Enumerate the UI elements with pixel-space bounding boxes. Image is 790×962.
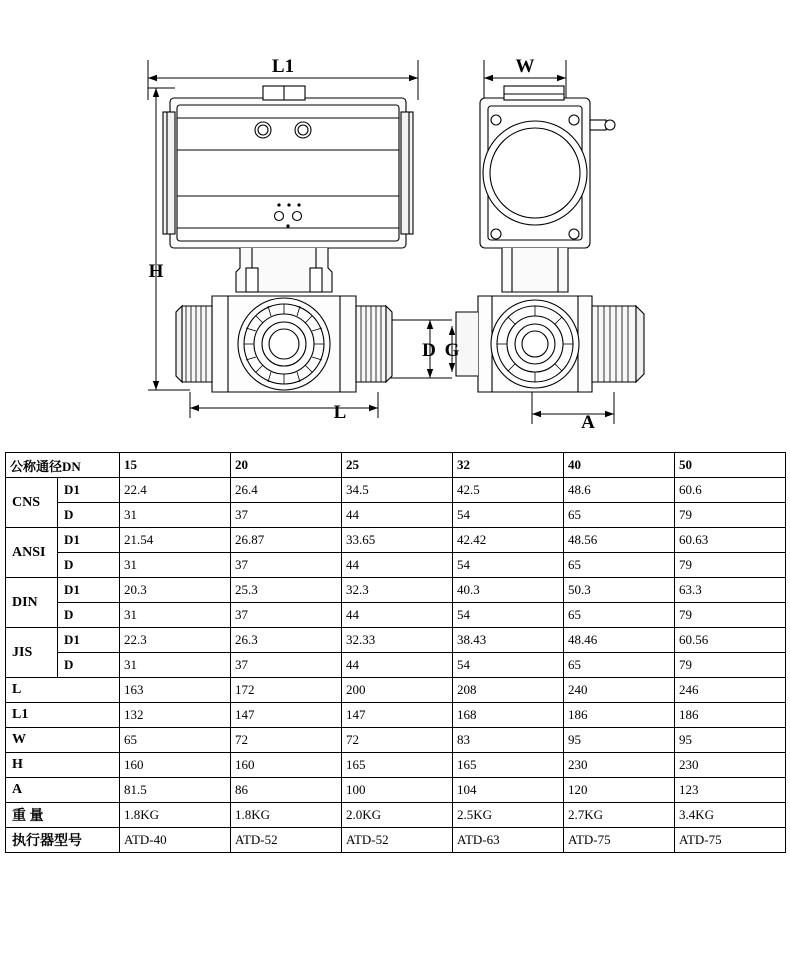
table-row bbox=[6, 553, 786, 578]
table-row bbox=[6, 603, 786, 628]
table-row bbox=[6, 753, 786, 778]
jis-d1-32: 38.43 bbox=[453, 628, 564, 653]
measure-l-label: L bbox=[6, 678, 120, 703]
actuator-model-50: ATD-75 bbox=[675, 828, 786, 853]
measure-a-50: 123 bbox=[675, 778, 786, 803]
actuator-model-label: 执行器型号 bbox=[6, 828, 120, 853]
table-row bbox=[6, 778, 786, 803]
measure-h-40: 230 bbox=[564, 753, 675, 778]
measure-h-25: 165 bbox=[342, 753, 453, 778]
din-d-50: 79 bbox=[675, 603, 786, 628]
measure-l-25: 200 bbox=[342, 678, 453, 703]
table-row bbox=[6, 803, 786, 828]
jis-d-15: 31 bbox=[120, 653, 231, 678]
ansi-d1-20: 26.87 bbox=[231, 528, 342, 553]
label-a: A bbox=[581, 412, 595, 433]
jis-d-20: 37 bbox=[231, 653, 342, 678]
measure-w-40: 95 bbox=[564, 728, 675, 753]
cns-d1-25: 34.5 bbox=[342, 478, 453, 503]
ansi-d1-50: 60.63 bbox=[675, 528, 786, 553]
cns-d1-label: D1 bbox=[58, 478, 120, 503]
ansi-d1-15: 21.54 bbox=[120, 528, 231, 553]
din-d-40: 65 bbox=[564, 603, 675, 628]
label-g: G bbox=[444, 340, 460, 361]
measure-a-15: 81.5 bbox=[120, 778, 231, 803]
din-d1-20: 25.3 bbox=[231, 578, 342, 603]
actuator-model-15: ATD-40 bbox=[120, 828, 231, 853]
actuator-model-40: ATD-75 bbox=[564, 828, 675, 853]
measure-weight-20: 1.8KG bbox=[231, 803, 342, 828]
measure-l1-50: 186 bbox=[675, 703, 786, 728]
measure-l-20: 172 bbox=[231, 678, 342, 703]
measure-h-15: 160 bbox=[120, 753, 231, 778]
table-row bbox=[6, 728, 786, 753]
dimension-a bbox=[532, 392, 614, 424]
measure-weight-50: 3.4KG bbox=[675, 803, 786, 828]
header-dn-40: 40 bbox=[564, 453, 675, 478]
valve-dimension-drawing bbox=[0, 0, 790, 450]
ansi-d-20: 37 bbox=[231, 553, 342, 578]
header-dn-50: 50 bbox=[675, 453, 786, 478]
ansi-d1-label: D1 bbox=[58, 528, 120, 553]
jis-d-label: D bbox=[58, 653, 120, 678]
table-header-row bbox=[6, 453, 786, 478]
jis-d-32: 54 bbox=[453, 653, 564, 678]
measure-w-25: 72 bbox=[342, 728, 453, 753]
spec-table-container bbox=[5, 452, 785, 853]
measure-weight-40: 2.7KG bbox=[564, 803, 675, 828]
table-row bbox=[6, 503, 786, 528]
label-d: D bbox=[422, 340, 436, 361]
cns-d-25: 44 bbox=[342, 503, 453, 528]
din-d1-label: D1 bbox=[58, 578, 120, 603]
cns-d-15: 31 bbox=[120, 503, 231, 528]
table-row bbox=[6, 703, 786, 728]
measure-a-25: 100 bbox=[342, 778, 453, 803]
cns-d-20: 37 bbox=[231, 503, 342, 528]
header-dn-32: 32 bbox=[453, 453, 564, 478]
measure-l1-40: 186 bbox=[564, 703, 675, 728]
header-dn-20: 20 bbox=[231, 453, 342, 478]
din-d1-40: 50.3 bbox=[564, 578, 675, 603]
spec-table bbox=[5, 452, 786, 853]
ansi-d-40: 65 bbox=[564, 553, 675, 578]
din-d-label: D bbox=[58, 603, 120, 628]
label-w: W bbox=[515, 56, 535, 77]
measure-l1-25: 147 bbox=[342, 703, 453, 728]
jis-d-50: 79 bbox=[675, 653, 786, 678]
standard-din-label: DIN bbox=[6, 578, 58, 628]
label-l1: L1 bbox=[271, 56, 295, 77]
header-dn-25: 25 bbox=[342, 453, 453, 478]
measure-l-40: 240 bbox=[564, 678, 675, 703]
measure-w-20: 72 bbox=[231, 728, 342, 753]
din-d-32: 54 bbox=[453, 603, 564, 628]
din-d1-50: 63.3 bbox=[675, 578, 786, 603]
standard-ansi-label: ANSI bbox=[6, 528, 58, 578]
table-row bbox=[6, 578, 786, 603]
measure-h-32: 165 bbox=[453, 753, 564, 778]
ansi-d1-40: 48.56 bbox=[564, 528, 675, 553]
din-d1-15: 20.3 bbox=[120, 578, 231, 603]
cns-d-label: D bbox=[58, 503, 120, 528]
measure-w-32: 83 bbox=[453, 728, 564, 753]
din-d1-32: 40.3 bbox=[453, 578, 564, 603]
table-row bbox=[6, 528, 786, 553]
measure-weight-label: 重 量 bbox=[6, 803, 120, 828]
cns-d-50: 79 bbox=[675, 503, 786, 528]
measure-w-15: 65 bbox=[120, 728, 231, 753]
table-row bbox=[6, 828, 786, 853]
table-row bbox=[6, 678, 786, 703]
measure-l-32: 208 bbox=[453, 678, 564, 703]
cns-d1-50: 60.6 bbox=[675, 478, 786, 503]
measure-h-20: 160 bbox=[231, 753, 342, 778]
measure-l-50: 246 bbox=[675, 678, 786, 703]
ansi-d1-25: 33.65 bbox=[342, 528, 453, 553]
din-d-20: 37 bbox=[231, 603, 342, 628]
cns-d1-15: 22.4 bbox=[120, 478, 231, 503]
measure-l1-15: 132 bbox=[120, 703, 231, 728]
ansi-d-label: D bbox=[58, 553, 120, 578]
measure-w-label: W bbox=[6, 728, 120, 753]
measure-h-label: H bbox=[6, 753, 120, 778]
cns-d-32: 54 bbox=[453, 503, 564, 528]
table-row bbox=[6, 628, 786, 653]
standard-jis-label: JIS bbox=[6, 628, 58, 678]
table-row bbox=[6, 653, 786, 678]
table-row bbox=[6, 478, 786, 503]
measure-weight-32: 2.5KG bbox=[453, 803, 564, 828]
dimension-l bbox=[190, 392, 378, 418]
ansi-d-50: 79 bbox=[675, 553, 786, 578]
cns-d-40: 65 bbox=[564, 503, 675, 528]
label-l: L bbox=[333, 402, 347, 423]
ansi-d-15: 31 bbox=[120, 553, 231, 578]
cns-d1-32: 42.5 bbox=[453, 478, 564, 503]
jis-d1-label: D1 bbox=[58, 628, 120, 653]
ansi-d-25: 44 bbox=[342, 553, 453, 578]
jis-d-40: 65 bbox=[564, 653, 675, 678]
measure-l1-20: 147 bbox=[231, 703, 342, 728]
measure-h-50: 230 bbox=[675, 753, 786, 778]
ansi-d-32: 54 bbox=[453, 553, 564, 578]
measure-a-20: 86 bbox=[231, 778, 342, 803]
measure-a-label: A bbox=[6, 778, 120, 803]
actuator-model-20: ATD-52 bbox=[231, 828, 342, 853]
jis-d1-40: 48.46 bbox=[564, 628, 675, 653]
header-dn-15: 15 bbox=[120, 453, 231, 478]
measure-a-32: 104 bbox=[453, 778, 564, 803]
cns-d1-20: 26.4 bbox=[231, 478, 342, 503]
header-dn-label: 公称通径DN bbox=[6, 453, 120, 478]
measure-l1-label: L1 bbox=[6, 703, 120, 728]
din-d-15: 31 bbox=[120, 603, 231, 628]
label-h: H bbox=[148, 261, 164, 282]
jis-d1-50: 60.56 bbox=[675, 628, 786, 653]
standard-cns-label: CNS bbox=[6, 478, 58, 528]
measure-w-50: 95 bbox=[675, 728, 786, 753]
jis-d1-20: 26.3 bbox=[231, 628, 342, 653]
measure-l1-32: 168 bbox=[453, 703, 564, 728]
measure-a-40: 120 bbox=[564, 778, 675, 803]
measure-l-15: 163 bbox=[120, 678, 231, 703]
actuator-model-32: ATD-63 bbox=[453, 828, 564, 853]
jis-d-25: 44 bbox=[342, 653, 453, 678]
cns-d1-40: 48.6 bbox=[564, 478, 675, 503]
actuator-model-25: ATD-52 bbox=[342, 828, 453, 853]
ansi-d1-32: 42.42 bbox=[453, 528, 564, 553]
measure-weight-25: 2.0KG bbox=[342, 803, 453, 828]
din-d1-25: 32.3 bbox=[342, 578, 453, 603]
measure-weight-15: 1.8KG bbox=[120, 803, 231, 828]
din-d-25: 44 bbox=[342, 603, 453, 628]
jis-d1-25: 32.33 bbox=[342, 628, 453, 653]
jis-d1-15: 22.3 bbox=[120, 628, 231, 653]
